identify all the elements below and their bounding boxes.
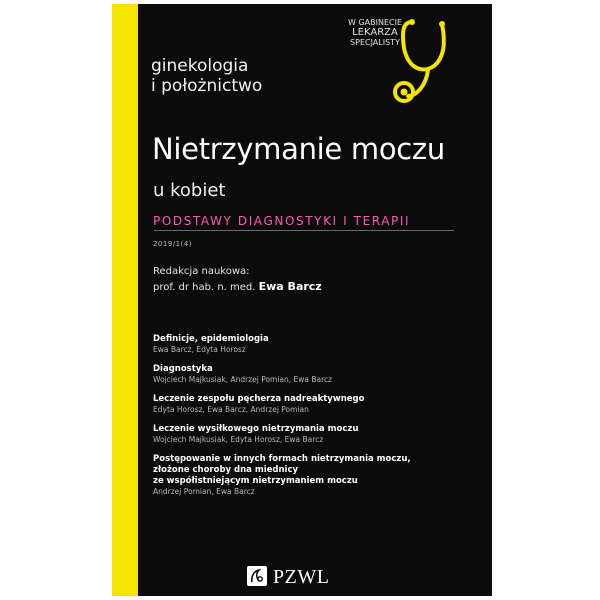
toc-title: Diagnostyka xyxy=(153,364,213,374)
book-subtitle: u kobiet xyxy=(153,180,226,201)
issue-number: 2019/1(4) xyxy=(153,240,193,248)
series-badge xyxy=(344,14,484,106)
book-cover xyxy=(112,4,492,596)
badge-line-1: W GABINECIE xyxy=(347,18,402,27)
yellow-band xyxy=(112,4,138,596)
editor-label: Redakcja naukowa: xyxy=(153,266,250,277)
table-of-contents xyxy=(153,334,483,506)
toc-authors: Ewa Barcz, Edyta Horosz xyxy=(153,345,246,354)
series-line-1: ginekologia xyxy=(151,56,249,76)
toc-title-line: ze współistniejącym nietrzymaniem moczu xyxy=(153,476,358,486)
editor-name: Ewa Barcz xyxy=(258,280,322,293)
toc-item xyxy=(153,364,483,385)
badge-line-3: SPECJALISTY xyxy=(350,38,400,47)
stethoscope-icon xyxy=(390,14,484,106)
toc-item xyxy=(153,454,483,497)
badge-line-2: LEKARZA xyxy=(352,27,398,38)
toc-title-line: złożone choroby dna miednicy xyxy=(153,465,299,475)
book-tagline: PODSTAWY DIAGNOSTYKI I TERAPII xyxy=(153,214,411,228)
editor-line xyxy=(153,280,322,293)
series-title xyxy=(151,56,262,96)
toc-authors: Andrzej Pomian, Ewa Barcz xyxy=(153,487,255,496)
toc-title: Definicje, epidemiologia xyxy=(153,334,269,344)
toc-item xyxy=(153,394,483,415)
toc-item xyxy=(153,334,483,355)
toc-authors: Edyta Horosz, Ewa Barcz, Andrzej Pomian xyxy=(153,405,309,414)
book-title: Nietrzymanie moczu xyxy=(152,132,445,166)
toc-authors: Wojciech Majkusiak, Edyta Horosz, Ewa Barcz xyxy=(153,435,324,444)
pzwl-logo-icon xyxy=(247,566,267,586)
toc-item xyxy=(153,424,483,445)
series-line-2: i położnictwo xyxy=(151,76,263,96)
toc-title: Leczenie wysiłkowego nietrzymania moczu xyxy=(153,424,359,434)
editor-prefix: prof. dr hab. n. med. xyxy=(153,282,256,293)
toc-authors: Wojciech Majkusiak, Andrzej Pomian, Ewa Barcz xyxy=(153,375,333,384)
toc-title: Leczenie zespołu pęcherza nadreaktywnego xyxy=(153,394,365,404)
divider xyxy=(154,230,454,231)
toc-title-line: Postępowanie w innych formach nietrzymania moczu, xyxy=(153,454,411,464)
publisher-name: PZWL xyxy=(273,566,330,588)
